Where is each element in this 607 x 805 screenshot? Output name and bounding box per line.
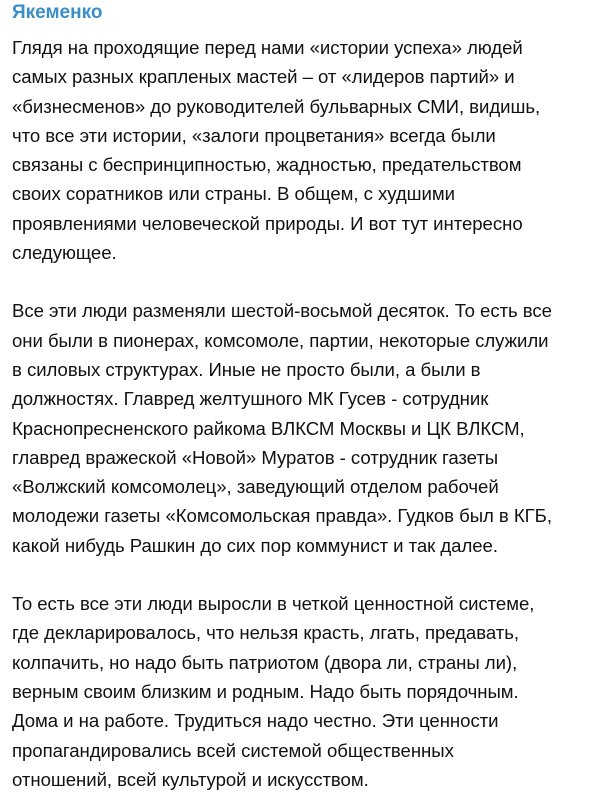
- message-text: [12, 33, 602, 794]
- paragraph-gap: [12, 267, 602, 296]
- message-paragraph-3: То есть все эти люди выросли в четкой ценностной системе, где декларировалось, что нельзя красть, лгать, предавать, колпачить, но надо быть патриотом (двора ли, страны ли), верным своим близким и родным. Надо быть порядочным. Дома и на работе. Трудиться надо честно. Эти ценности пропагандировались всей системой общественных отношений, всей культурой и искусством.: [12, 593, 535, 790]
- paragraph-gap: [12, 560, 602, 589]
- author-name[interactable]: Якеменко: [12, 2, 103, 23]
- message-paragraph-1: Глядя на проходящие перед нами «истории успеха» людей самых разных крапленых мастей – от «лидеров партий» и «бизнесменов» до руководителей бульварных СМИ, видишь, что все эти истории, «залоги процветания» всегда были связаны с беспринципностью, жадностью, предательством своих соратников или страны. В общем, с худшими проявлениями человеческой природы. И вот тут интересно следующее.: [12, 37, 541, 264]
- message-paragraph-2: Все эти люди разменяли шестой-восьмой десяток. То есть все они были в пионерах, комсомоле, партии, некоторые служили в силовых структурах. Иные не просто были, а были в должностях. Главред желтушного МК Гусев - сотрудник Краснопресненского райкома ВЛКСМ Москвы и ЦК ВЛКСМ, главред вражеской «Новой» Муратов - сотрудник газеты «Волжский комсомолец», заведующий отделом рабочей молодежи газеты «Комсомольская правда». Гудков был в КГБ, какой нибудь Рашкин до сих пор коммунист и так далее.: [12, 300, 552, 556]
- message-post: [12, 0, 602, 794]
